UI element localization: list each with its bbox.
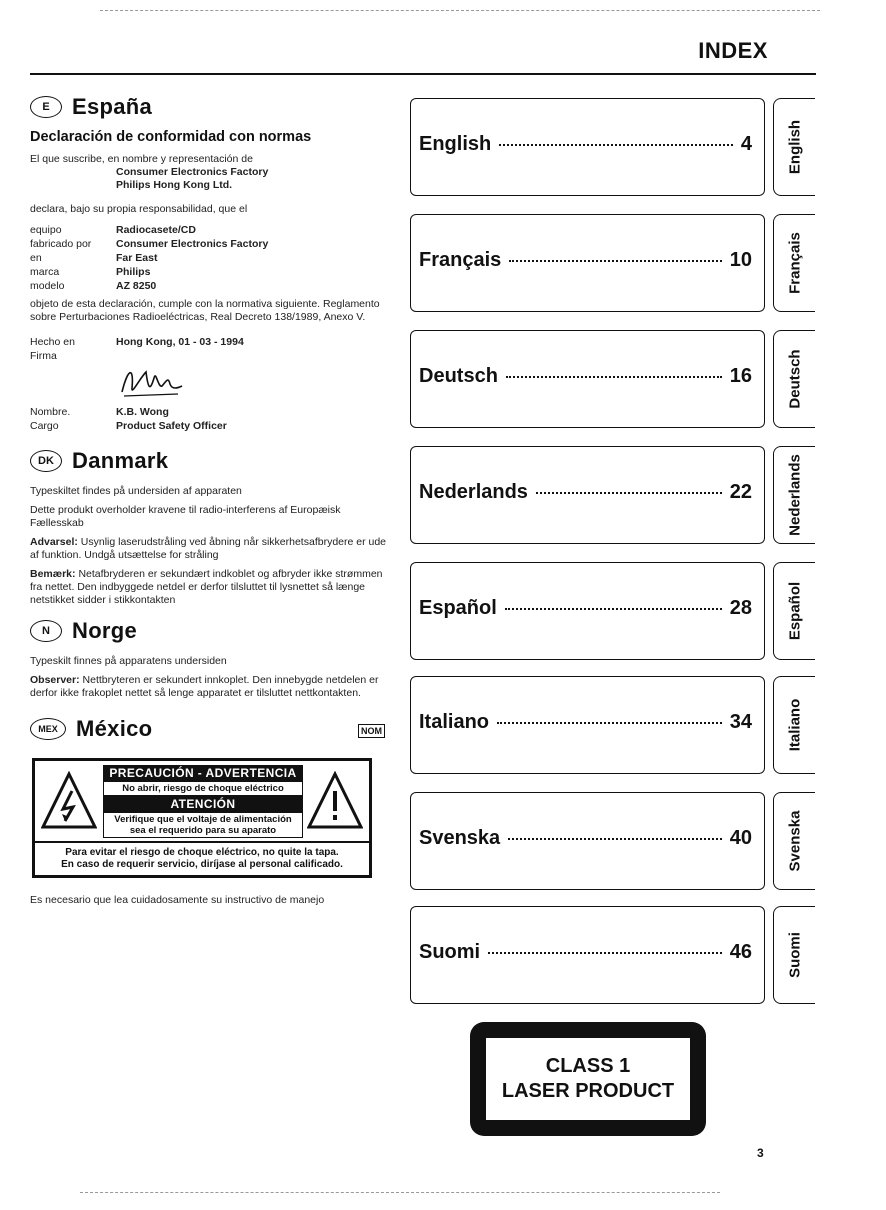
section-title: Norge bbox=[72, 618, 138, 643]
field-value: Consumer Electronics Factory bbox=[116, 238, 269, 250]
object-text: objeto de esta declaración, cumple con la normativa siguiente. Reglamento sobre Perturbaciones Radioeléctricas, Real Decreto 138/1989, Anexo V. bbox=[30, 298, 380, 323]
paragraph-body: Nettbryteren er sekundert innkoplet. Den innebygde netdelen er derfor ikke frakoplet nettet så lenge apparatet er tilsluttet nettkontakten. bbox=[30, 674, 379, 699]
index-entry[interactable] bbox=[410, 676, 765, 774]
entry-page: 28 bbox=[729, 597, 752, 619]
tab-label: Svenska bbox=[786, 810, 803, 872]
tab-label: Français bbox=[786, 232, 803, 294]
section-title: España bbox=[72, 94, 153, 119]
declares-text: declara, bajo su propia responsabilidad, que el bbox=[30, 203, 248, 215]
warning-line: Verifique que el voltaje de alimentación sea el requerido para su aparato bbox=[103, 812, 303, 838]
paragraph bbox=[30, 568, 388, 607]
page-title: INDEX bbox=[698, 38, 768, 63]
equipment-fields bbox=[30, 224, 380, 293]
tab-label: Nederlands bbox=[786, 454, 803, 536]
electric-hazard-icon bbox=[41, 771, 97, 831]
language-tab[interactable] bbox=[773, 214, 815, 312]
field-value: Far East bbox=[116, 252, 158, 264]
warning-center bbox=[103, 765, 303, 838]
language-tab[interactable] bbox=[773, 676, 815, 774]
index-entry[interactable] bbox=[410, 98, 765, 196]
entry-language: Español bbox=[419, 597, 497, 619]
tab-label: English bbox=[786, 119, 803, 175]
tab-label: Italiano bbox=[786, 698, 803, 752]
entry-page: 34 bbox=[729, 711, 752, 733]
country-badge-icon: DK bbox=[30, 450, 62, 472]
language-tab[interactable] bbox=[773, 906, 815, 1004]
entry-page: 10 bbox=[729, 249, 752, 271]
entry-page: 22 bbox=[729, 481, 752, 503]
warning-footer-line: Para evitar el riesgo de choque eléctrico, no quite la tapa. bbox=[65, 847, 339, 858]
field-value: Philips bbox=[116, 266, 151, 278]
entry-language: Deutsch bbox=[419, 365, 498, 387]
entry-language: Italiano bbox=[419, 711, 490, 733]
leader-dots bbox=[499, 144, 733, 146]
language-tab[interactable] bbox=[773, 562, 815, 660]
language-tab[interactable] bbox=[773, 98, 815, 196]
paragraph: Typeskilt finnes på apparatens undersiden bbox=[30, 655, 227, 667]
section-header-danmark bbox=[30, 448, 168, 474]
leader-dots bbox=[509, 260, 721, 262]
entry-page: 4 bbox=[740, 133, 752, 155]
signature-label: Firma bbox=[30, 350, 57, 362]
nom-mark: NOM bbox=[358, 724, 385, 738]
paragraph-label: Observer: bbox=[30, 674, 80, 686]
paragraph-label: Bemærk: bbox=[30, 568, 76, 580]
declaration-intro bbox=[30, 153, 380, 192]
entry-page: 46 bbox=[729, 941, 752, 963]
done-value: Hong Kong, 01 - 03 - 1994 bbox=[116, 336, 244, 348]
entry-language: Suomi bbox=[419, 941, 481, 963]
field-label: marca bbox=[30, 266, 60, 278]
tab-label: Suomi bbox=[786, 932, 803, 978]
instructions-note: Es necesario que lea cuidadosamente su instructivo de manejo bbox=[30, 894, 325, 906]
company-line: Philips Hong Kong Ltd. bbox=[116, 179, 233, 191]
signature-icon bbox=[118, 358, 188, 402]
warning-title: PRECAUCIÓN - ADVERTENCIA bbox=[103, 765, 303, 781]
paragraph: Dette produkt overholder kravene til radio-interferens af Europæisk Fællesskab bbox=[30, 504, 341, 529]
index-entry[interactable] bbox=[410, 906, 765, 1004]
laser-product: LASER PRODUCT bbox=[501, 1080, 675, 1102]
section-header-espana bbox=[30, 94, 152, 120]
role-value: Product Safety Officer bbox=[116, 420, 227, 432]
field-label: equipo bbox=[30, 224, 62, 236]
page-number: 3 bbox=[757, 1146, 764, 1160]
leader-dots bbox=[488, 952, 722, 954]
language-tab[interactable] bbox=[773, 330, 815, 428]
entry-language: Nederlands bbox=[419, 481, 528, 503]
declaration-heading: Declaración de conformidad con normas bbox=[30, 129, 312, 145]
done-label: Hecho en bbox=[30, 336, 75, 348]
leader-dots bbox=[536, 492, 722, 494]
language-tab[interactable] bbox=[773, 446, 815, 544]
language-tab[interactable] bbox=[773, 792, 815, 890]
field-label: en bbox=[30, 252, 42, 264]
section-title: México bbox=[76, 716, 153, 741]
warning-footer-line: En caso de requerir servicio, diríjase al personal calificado. bbox=[61, 859, 343, 870]
paragraph-label: Advarsel: bbox=[30, 536, 78, 548]
warning-footer bbox=[35, 841, 369, 875]
country-badge-icon: MEX bbox=[30, 718, 66, 740]
paragraph bbox=[30, 674, 385, 700]
company-line: Consumer Electronics Factory bbox=[116, 166, 269, 178]
done-fields bbox=[30, 336, 380, 363]
entry-page: 16 bbox=[729, 365, 752, 387]
warning-box bbox=[32, 758, 372, 878]
field-value: AZ 8250 bbox=[116, 280, 157, 292]
index-entry[interactable] bbox=[410, 562, 765, 660]
role-label: Cargo bbox=[30, 420, 59, 432]
name-value: K.B. Wong bbox=[116, 406, 169, 418]
index-entry[interactable] bbox=[410, 792, 765, 890]
paragraph-body: Usynlig laserudstråling ved åbning når sikkerhetsafbrydere er ude af funktion. Undgå utsættelse for stråling bbox=[30, 536, 387, 561]
paragraph bbox=[30, 536, 388, 562]
leader-dots bbox=[505, 608, 722, 610]
laser-label bbox=[470, 1022, 706, 1136]
laser-class: CLASS 1 bbox=[545, 1055, 631, 1077]
leader-dots bbox=[506, 376, 722, 378]
exclamation-hazard-icon bbox=[307, 771, 363, 831]
entry-language: English bbox=[419, 133, 492, 155]
section-title: Danmark bbox=[72, 448, 169, 473]
norge-text bbox=[30, 655, 385, 700]
intro-text: El que suscribe, en nombre y representación de bbox=[30, 153, 253, 165]
paragraph: Typeskiltet findes på undersiden af apparaten bbox=[30, 485, 242, 497]
leader-dots bbox=[497, 722, 722, 724]
warning-line: No abrir, riesgo de choque eléctrico bbox=[103, 781, 303, 796]
field-value: Radiocasete/CD bbox=[116, 224, 196, 236]
paragraph-body: Netafbryderen er sekundært indkoblet og afbryder ikke strømmen fra nettet. Den indbyggede netdel er derfor tilsluttet til lysnettet så længe netstikket sidder i stikkontakten bbox=[30, 568, 383, 606]
tab-label: Español bbox=[786, 581, 803, 641]
entry-language: Svenska bbox=[419, 827, 501, 849]
scan-artifact-bottom bbox=[80, 1192, 720, 1194]
field-label: fabricado por bbox=[30, 238, 92, 250]
entry-language: Français bbox=[419, 249, 502, 271]
index-entry[interactable] bbox=[410, 446, 765, 544]
section-header-mexico bbox=[30, 716, 152, 742]
section-header-norge bbox=[30, 618, 137, 644]
danmark-text bbox=[30, 485, 388, 607]
index-entry[interactable] bbox=[410, 330, 765, 428]
top-rule bbox=[30, 73, 816, 75]
laser-label-inner bbox=[486, 1038, 690, 1120]
country-badge-icon: E bbox=[30, 96, 62, 118]
tab-label: Deutsch bbox=[786, 349, 803, 409]
country-badge-icon: N bbox=[30, 620, 62, 642]
signatory-fields bbox=[30, 406, 380, 433]
index-entry[interactable] bbox=[410, 214, 765, 312]
scan-artifact-top bbox=[100, 10, 820, 12]
name-label: Nombre. bbox=[30, 406, 71, 418]
leader-dots bbox=[508, 838, 722, 840]
field-label: modelo bbox=[30, 280, 65, 292]
entry-page: 40 bbox=[729, 827, 752, 849]
attention-title: ATENCIÓN bbox=[103, 796, 303, 812]
